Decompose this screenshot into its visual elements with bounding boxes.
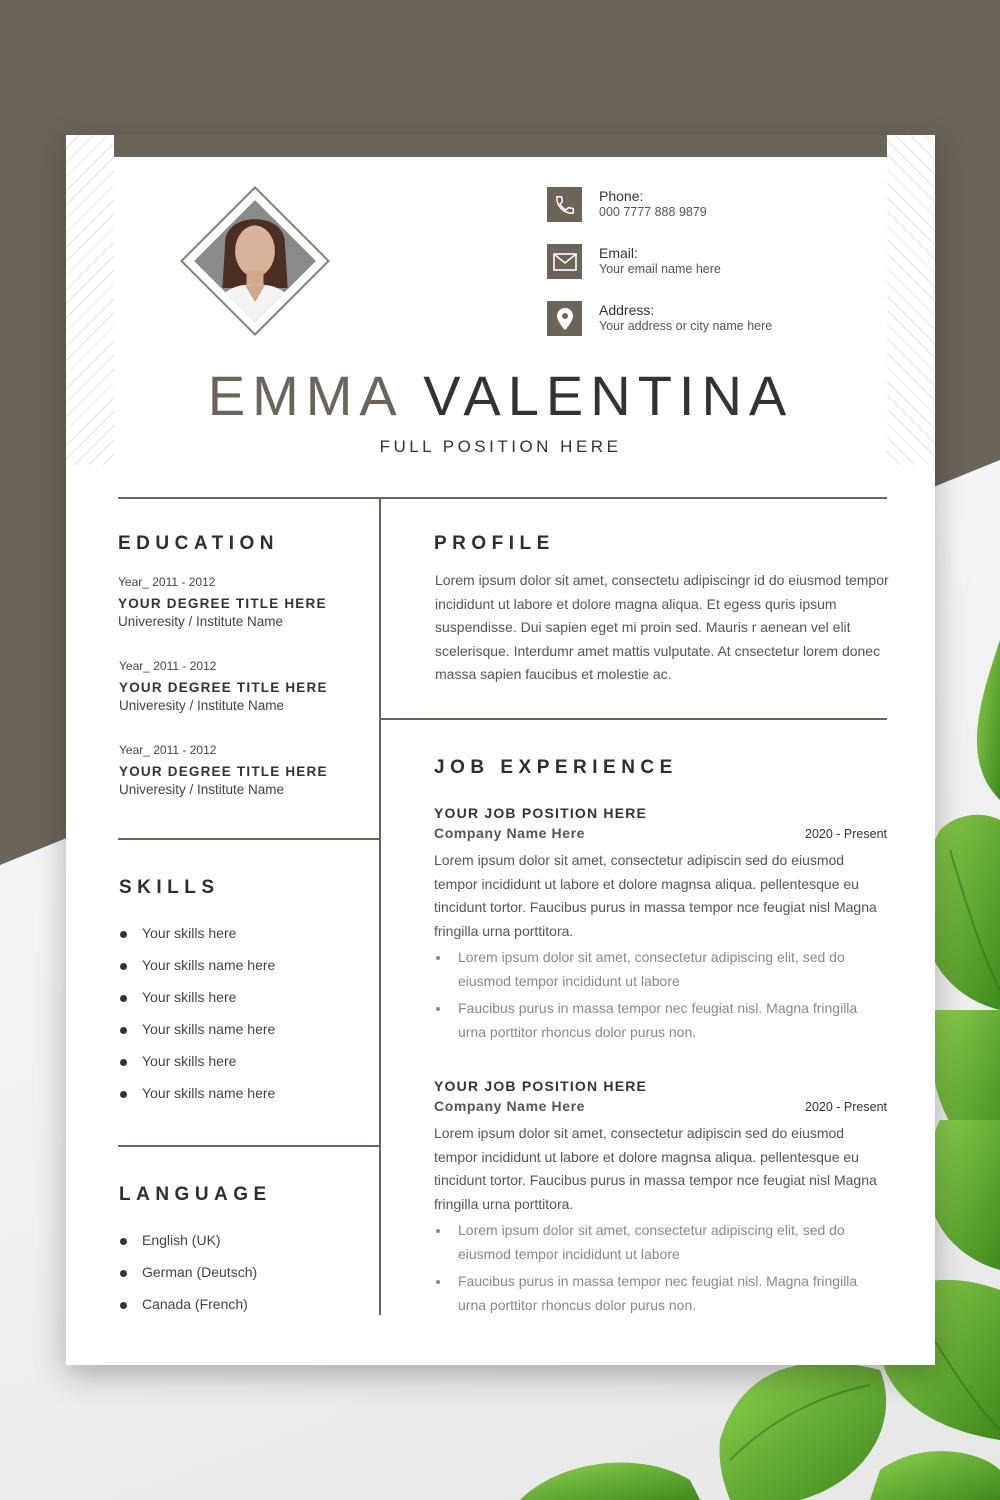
education-degree: YOUR DEGREE TITLE HERE — [119, 764, 328, 779]
job-title: YOUR JOB POSITION HERE — [434, 805, 648, 821]
email-value: Your email name here — [599, 262, 721, 276]
job-bullet: Faucibus purus in massa tempor nec feugiat nisl. Magna fringilla urna porttitor rhoncus dolor purus non. — [434, 1270, 874, 1317]
divider-profile — [381, 718, 887, 720]
language-list — [120, 1232, 370, 1312]
skills-heading: SKILLS — [119, 877, 220, 898]
job-company-row — [434, 1098, 887, 1116]
skill-item: Your skills here — [120, 1053, 370, 1069]
contact-phone — [547, 187, 867, 223]
language-heading: LANGUAGE — [119, 1184, 272, 1205]
skill-item: Your skills here — [120, 989, 370, 1005]
experience-heading: JOB EXPERIENCE — [434, 757, 678, 778]
contact-address — [547, 301, 867, 337]
resume-page — [66, 135, 935, 1365]
job-entry — [434, 1078, 887, 1321]
education-item — [118, 575, 378, 629]
email-label: Email: — [599, 245, 638, 261]
divider-education — [118, 838, 379, 840]
location-pin-icon — [547, 301, 582, 336]
education-item — [119, 743, 379, 797]
header-bar — [114, 135, 887, 157]
phone-icon — [547, 187, 582, 222]
job-bullet: Lorem ipsum dolor sit amet, consectetur adipiscing elit, sed do eiusmod tempor incididunt ut labore — [434, 1219, 874, 1266]
skill-item: Your skills name here — [120, 1085, 370, 1101]
education-item — [119, 659, 379, 713]
job-entry — [434, 805, 887, 1048]
language-item: English (UK) — [120, 1232, 370, 1248]
profile-photo — [194, 200, 316, 322]
education-year: Year_ 2011 - 2012 — [118, 575, 216, 589]
profile-heading: PROFILE — [434, 533, 555, 554]
job-bullet: Faucibus purus in massa tempor nec feugiat nisl. Magna fringilla urna porttitor rhoncus dolor purus non. — [434, 997, 874, 1044]
education-institute: Univeresity / Institute Name — [119, 782, 285, 797]
skill-item: Your skills here — [120, 925, 370, 941]
skill-item: Your skills name here — [120, 1021, 370, 1037]
education-institute: Univeresity / Institute Name — [119, 698, 285, 713]
last-name: VALENTINA — [423, 364, 794, 427]
phone-value: 000 7777 888 9879 — [599, 205, 707, 219]
job-company-row — [434, 825, 887, 843]
job-bullets — [434, 1219, 887, 1317]
language-item: Canada (French) — [120, 1296, 370, 1312]
education-heading: EDUCATION — [118, 533, 280, 554]
divider-top — [118, 497, 887, 499]
profile-text: Lorem ipsum dolor sit amet, consectetu adipiscingr id do eiusmod tempor incididunt ut labore et dolore magna aliqua. Et egess quris ipsum suspendisse. Dui sapien eget mi proin sed. Mauris r aenean vel elit scelerisque. Interdumr amet mattis vulputate. At cnsectetur lorem donec massa sapien faucibus et molestie ac. — [435, 572, 889, 682]
divider-skills — [118, 1145, 379, 1147]
education-institute: Univeresity / Institute Name — [118, 614, 284, 629]
job-date: 2020 - Present — [805, 827, 887, 841]
job-description: Lorem ipsum dolor sit amet, consectetur adipiscin sed do eiusmod tempor incididunt ut labore et dolore magnsa aliqua. pellentesque eu tincidunt tortor. Faucibus purus in massa tempor nce feugiat nisl Magna fringilla urna porttitora. — [434, 852, 877, 939]
first-name: EMMA — [207, 364, 401, 427]
job-date: 2020 - Present — [805, 1100, 887, 1114]
full-name — [66, 363, 935, 428]
divider-vertical — [379, 499, 381, 1315]
language-item: German (Deutsch) — [120, 1264, 370, 1280]
envelope-icon — [547, 244, 582, 279]
education-degree: YOUR DEGREE TITLE HERE — [118, 596, 327, 611]
education-year: Year_ 2011 - 2012 — [119, 659, 217, 673]
address-value: Your address or city name here — [599, 319, 773, 333]
phone-label: Phone: — [599, 188, 644, 204]
skill-item: Your skills name here — [120, 957, 370, 973]
job-position-title: FULL POSITION HERE — [379, 437, 622, 456]
education-degree: YOUR DEGREE TITLE HERE — [119, 680, 328, 695]
job-bullets — [434, 946, 887, 1044]
company-name: Company Name Here — [434, 825, 586, 841]
address-label: Address: — [599, 302, 655, 318]
contact-email — [547, 244, 867, 280]
education-year: Year_ 2011 - 2012 — [119, 743, 217, 757]
job-bullet: Lorem ipsum dolor sit amet, consectetur adipiscing elit, sed do eiusmod tempor incididunt ut labore — [434, 946, 874, 993]
job-title: YOUR JOB POSITION HERE — [434, 1078, 648, 1094]
job-description: Lorem ipsum dolor sit amet, consectetur adipiscin sed do eiusmod tempor incididunt ut labore et dolore magnsa aliqua. pellentesque eu tincidunt tortor. Faucibus purus in massa tempor nce feugiat nisl Magna fringilla urna porttitora. — [434, 1125, 877, 1212]
company-name: Company Name Here — [434, 1098, 586, 1114]
skills-list — [120, 925, 370, 1101]
